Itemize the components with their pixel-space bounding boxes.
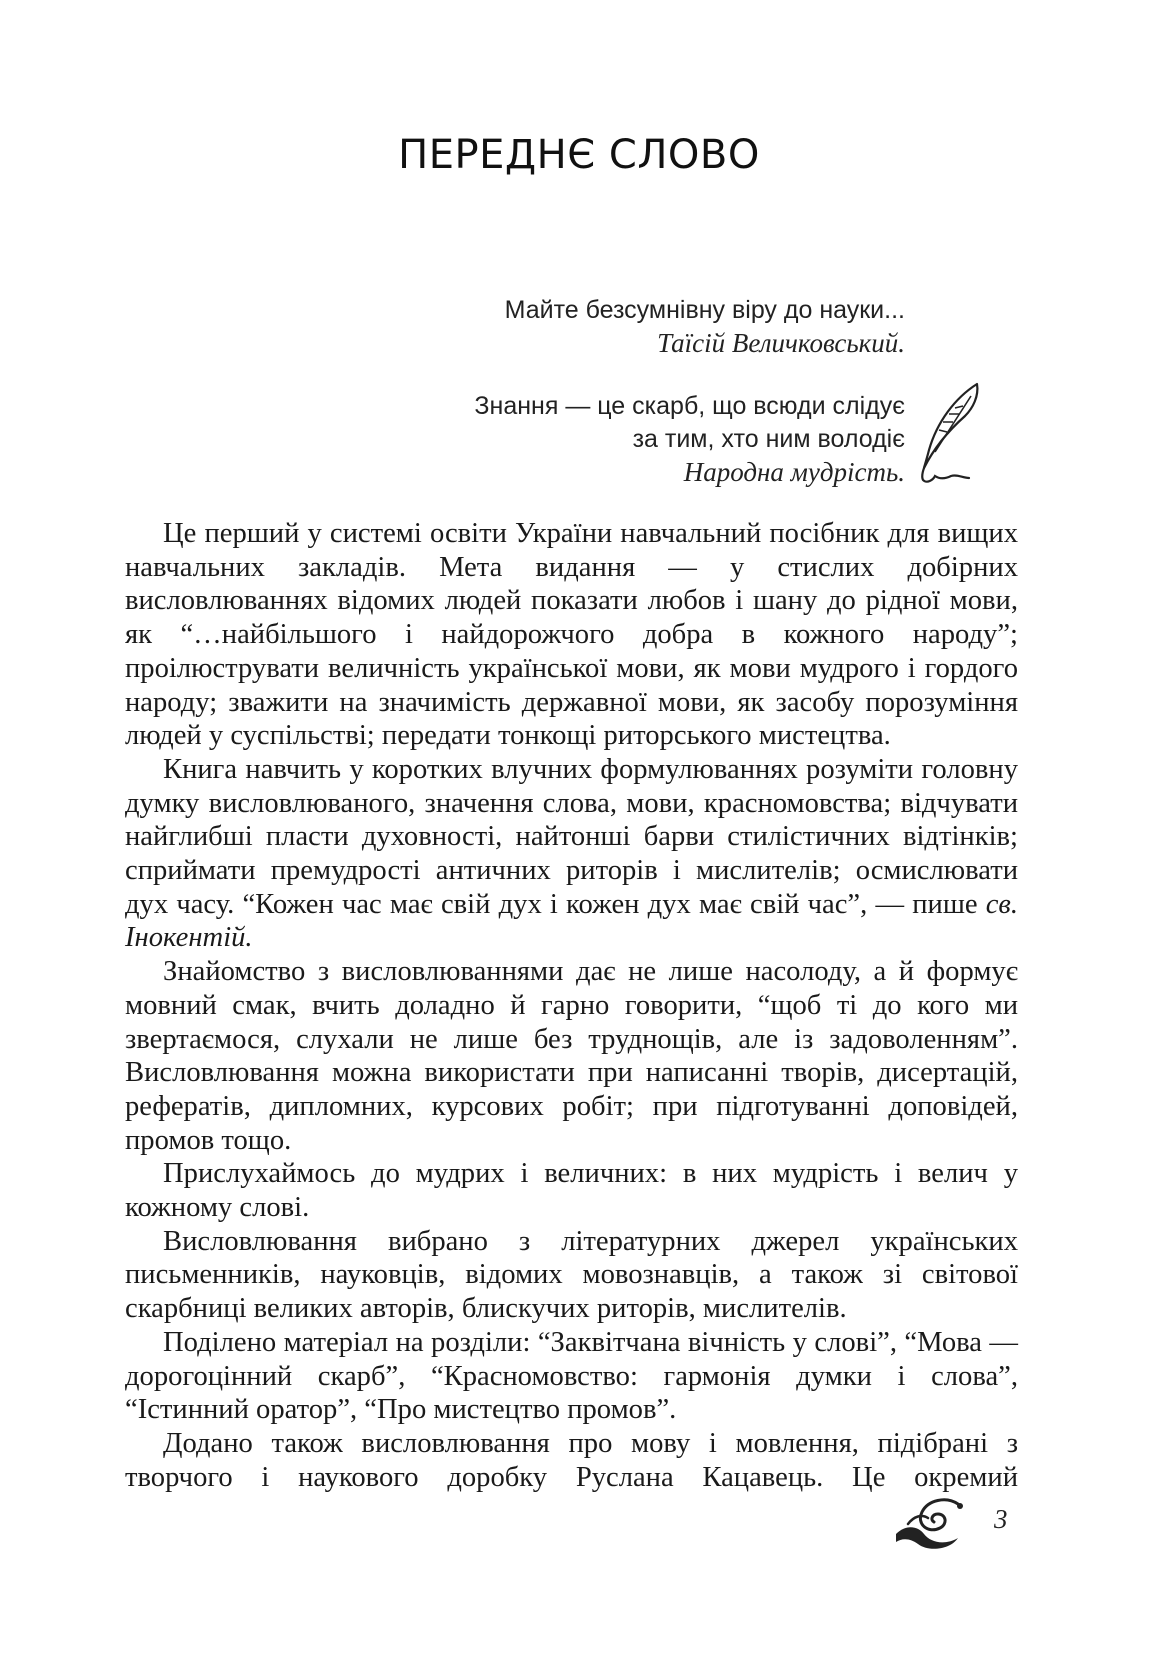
- epigraph-1: [505, 294, 905, 360]
- paragraph: Додано також висловлювання про мову і мовлення, підібрані з творчого і наукового доробку Руслана Кацавець. Це окремий: [125, 1427, 1018, 1493]
- quill-icon: [915, 380, 1005, 490]
- epigraph-line: Знання — це скарб, що всюди слідує: [474, 392, 905, 420]
- epigraph-author: Народна мудрість.: [683, 457, 905, 487]
- paragraph: Знайомство з висловлюваннями дає не лише насолоду, а й формує мовний смак, вчить доладно й гарно говорити, “щоб ті до кого ми звертаємося, слухали не лише без труднощів, але із задоволенням”. Висловлювання можна використати при написанні творів, дисертацій, рефератів, дипломних, курсових робіт; при підготуванні доповідей, промов тощо.: [125, 956, 1018, 1156]
- epigraph-author: Таїсій Величковський.: [657, 328, 905, 358]
- paragraph: Книга навчить у коротких влучних формулюваннях розуміти головну думку висловлюваного, значення слова, мови, красномовства; відчувати найглибші пласти духовності, найтонші барви стилістичних відтінків; сприймати премудрості античних риторів і мислителів; осмислювати дух часу. “Кожен час має свій дух і кожен дух має свій час”, — пише св. Інокентій.: [125, 753, 1018, 954]
- page-title: ПЕРЕДНЄ СЛОВО: [398, 132, 760, 178]
- paragraph: Прислухаймось до мудрих і величних: в них мудрість і велич у кожному слові.: [125, 1158, 1018, 1224]
- epigraph-2: [474, 390, 905, 489]
- ornament-icon: [888, 1494, 968, 1552]
- body-text: [125, 517, 1018, 1494]
- epigraph-line: Майте безсумнівну віру до науки...: [504, 296, 905, 324]
- page-number: 3: [994, 1504, 1008, 1534]
- paragraph: Це перший у системі освіти України навчальний посібник для вищих навчальних закладів. Мета видання — у стислих добірних висловлюваннях відомих людей показати любов і шану до рідної мови, як “…найбільшого і найдорожчого добра в кожного народу”; проілюструвати величність української мови, як мови мудрого і гордого народу; зважити на значимість державної мови, як засобу порозуміння людей у суспільстві; передати тонкощі риторського мистецтва.: [125, 518, 1018, 752]
- epigraph-line: за тим, хто ним володіє: [632, 425, 905, 453]
- citation: св. Інокентій.: [125, 888, 1018, 954]
- paragraph: Поділено матеріал на розділи: “Заквітчана вічність у слові”, “Мова — дорогоцінний скарб”, “Красномовство: гармонія думки і слова”, “Істинний оратор”, “Про мистецтво промов”.: [125, 1326, 1018, 1426]
- paragraph: Висловлювання вибрано з літературних джерел українських письменників, науковців, відомих мовознавців, а також зі світової скарбниці великих авторів, блискучих риторів, мислителів.: [125, 1225, 1018, 1325]
